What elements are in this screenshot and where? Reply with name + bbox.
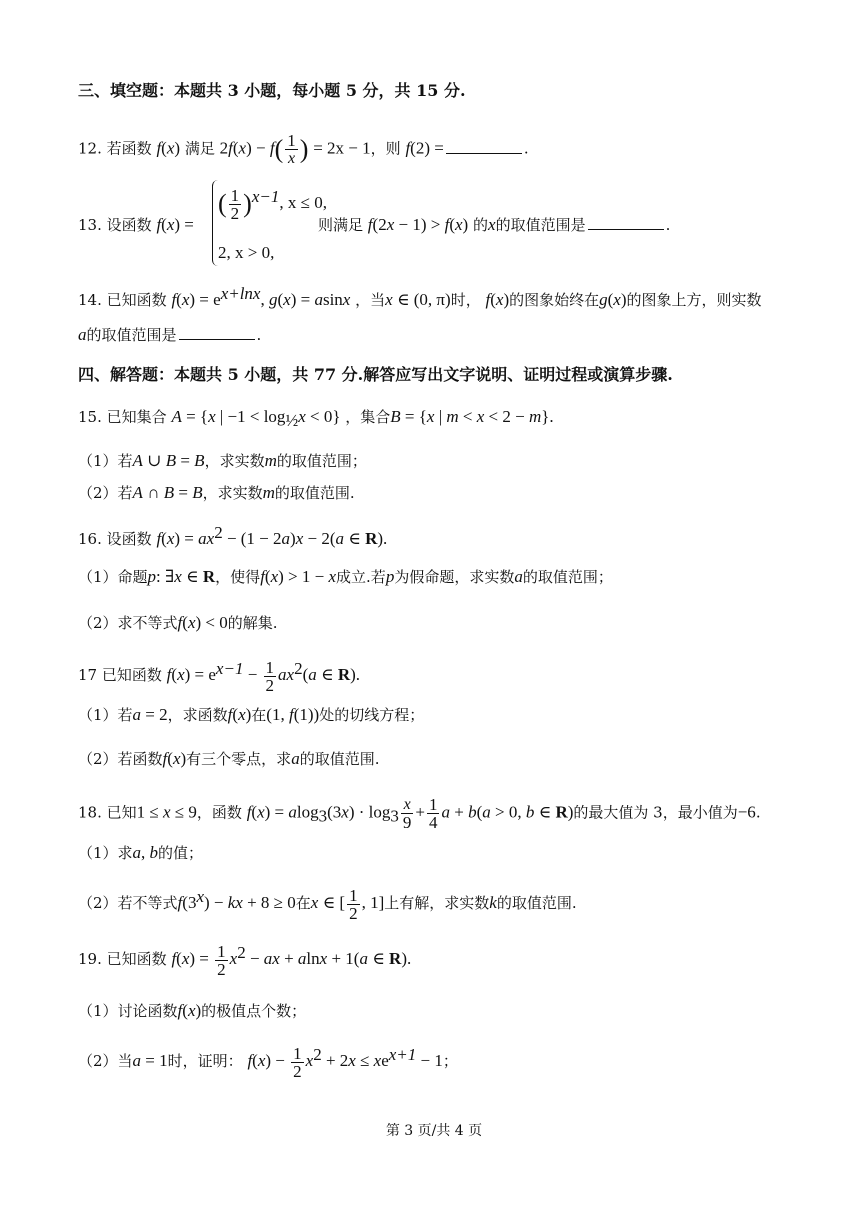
question-13-piece-2: 2, x > 0, — [218, 243, 275, 262]
question-17-part-2: （2）若函数f(x)有三个零点，求a的取值范围. — [78, 749, 380, 768]
question-17-part-1: （1）若a = 2，求函数f(x)在(1, f(1))处的切线方程； — [78, 705, 425, 724]
question-16-part-1: （1）命题p: ∃x ∈ R，使得f(x) > 1 − x成立.若p为假命题，求实数a的取值范围； — [78, 567, 613, 586]
question-18: 18. 已知1 ≤ x ≤ 9，函数 $f(x) = alog_3(3x) \cdot \log_3$ $\frac{x}{9}$ + $\frac{1}{4}$ a + b(a > 0, b ∈ R)的最大值为 3，最小值为−6. — [78, 795, 761, 832]
question-19-part-2: （2）当a = 1时，证明： f(x) − $\frac{1}{2}$ $x^2 + 2x \le xe^{x+1} - 1$； — [78, 1043, 458, 1081]
question-15-part-2: （2）若A ∩ B = B，求实数m的取值范围. — [78, 483, 355, 502]
question-19: 19. 已知函数 f(x) = $\frac{1}{2}$ $x^2$ − ax + alnx + 1(a ∈ R). — [78, 941, 412, 979]
question-14: 14. 已知函数 $f(x) = e^{x+lnx}$, g(x) = asinx ，当x ∈ (0, π)时， f(x)的图象始终在g(x)的图象上方，则实数 — [78, 284, 762, 309]
question-16: 16. 设函数 $f(x) = ax^2 - (1 - 2a)x - 2(a$ ∈ R). — [78, 523, 388, 548]
question-19-part-1: （1）讨论函数f(x)的极值点个数； — [78, 1001, 307, 1020]
section-3-heading: 三、填空题：本题共 3 小题，每小题 5 分，共 15 分. — [78, 81, 466, 100]
section-4-heading: 四、解答题：本题共 5 小题，共 77 分.解答应写出文字说明、证明过程或演算步骤. — [78, 365, 673, 384]
question-15-part-1: （1）若A ∪ B = B，求实数m的取值范围； — [78, 451, 367, 470]
question-15: 15. 已知集合 A = {x | $-1 < \log_{\frac{1}{2}}x < 0$} ，集合B = {x | m < x < 2 − m}. — [78, 407, 554, 430]
question-12: 12. 若函数 f(x) 满足 2f(x) − f( $\frac{1}{x}$ ) = 2x − 1，则 f(2) = . — [78, 131, 529, 167]
question-13-label: 13. 设函数 f(x) = — [78, 215, 194, 234]
question-18-part-1: （1）求a, b的值； — [78, 843, 204, 862]
question-14-cont: a的取值范围是 . — [78, 325, 262, 344]
question-16-part-2: （2）求不等式f(x) < 0的解集. — [78, 613, 278, 632]
question-18-part-2: （2）若不等式$f(3^x)$ − kx + 8 ≥ 0在x ∈ [ $\frac{1}{2}$ , 1]上有解，求实数k的取值范围. — [78, 885, 577, 923]
question-13-piece-1: ( $\frac{1}{2}$ )$^{x-1}$, x ≤ 0, — [218, 185, 327, 223]
answer-blank-12[interactable] — [446, 139, 522, 154]
page-footer: 第 3 页/共 4 页 — [385, 1123, 483, 1139]
answer-blank-13[interactable] — [588, 215, 664, 230]
question-13-condition: 则满足 f(2x − 1) > f(x) 的x的取值范围是 . — [318, 215, 671, 234]
answer-blank-14[interactable] — [179, 325, 255, 340]
question-17: 17 已知函数 $f(x) = e^{x-1}$ − $\frac{1}{2}$ $ax^2(a$ ∈ R). — [78, 657, 361, 695]
